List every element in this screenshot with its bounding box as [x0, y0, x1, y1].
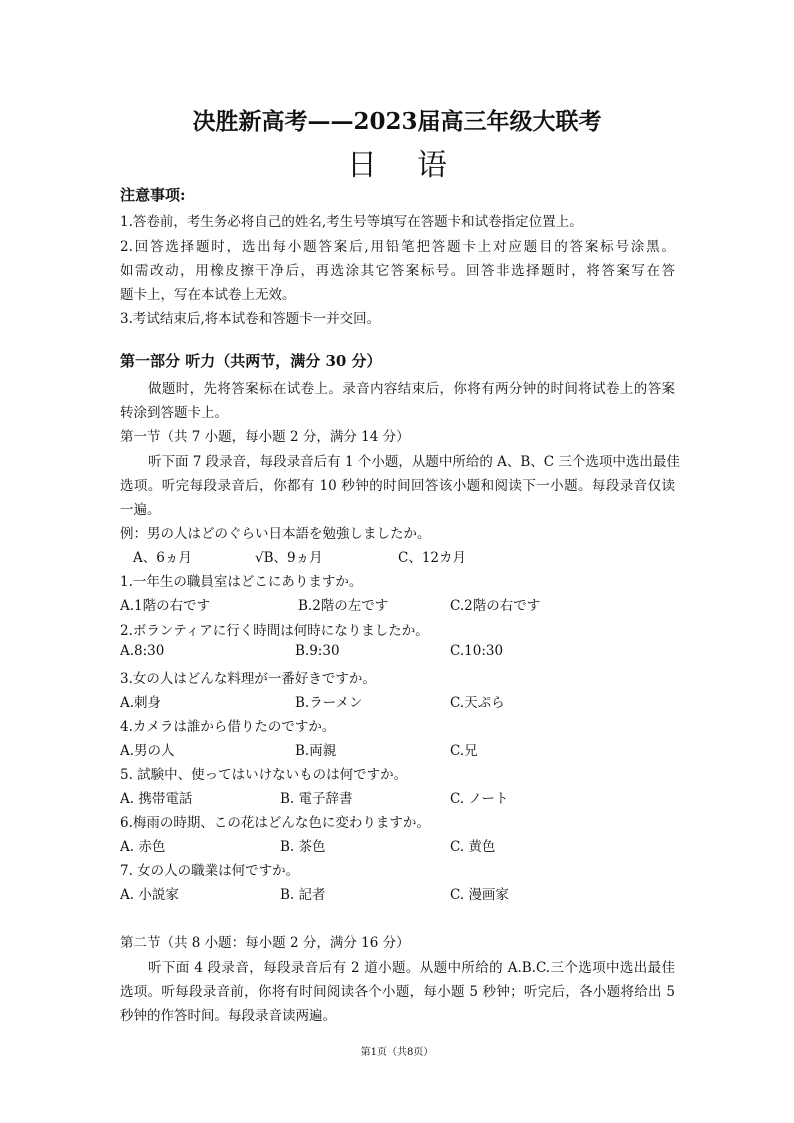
q4-option-b: B.両親 — [295, 743, 337, 759]
exam-title: 决胜新高考——2023届高三年级大联考 — [192, 108, 602, 135]
notice-line: 2.回答选择题时，选出每小题答案后,用铅笔把答题卡上对应题目的答案标号涂黑。 — [120, 239, 675, 255]
q1-option-a: A.1階の右です — [120, 598, 211, 614]
question-5: 5. 試験中、使ってはいけないものは何ですか。 — [120, 767, 408, 783]
part1-intro-line: 转涂到答题卡上。 — [120, 405, 228, 421]
question-4: 4.カメラは誰から借りたのですか。 — [120, 719, 336, 735]
q3-option-b: B.ラーメン — [295, 695, 363, 711]
notice-line: 3.考试结束后,将本试卷和答题卡一并交回。 — [120, 311, 381, 327]
page-number: 第1页（共8页） — [360, 1047, 434, 1058]
subject-title: 日语 — [347, 148, 487, 183]
notice-line: 如需改动，用橡皮擦干净后，再选涂其它答案标号。回答非选择题时，将答案写在答 — [120, 263, 675, 279]
q7-option-b: B. 記者 — [280, 887, 326, 903]
question-7: 7. 女の人の職業は何ですか。 — [120, 863, 300, 879]
q5-option-c: C. ノート — [450, 791, 509, 807]
q3-option-a: A.刺身 — [120, 695, 162, 711]
q1-option-c: C.2階の右です — [450, 598, 541, 614]
q5-option-a: A. 携帯電話 — [120, 791, 193, 807]
part1-heading: 第一部分 听力（共两节，满分 30 分） — [120, 352, 382, 370]
section2-instruction: 选项。听每段录音前，你将有时间阅读各个小题，每小题 5 秒钟；听完后，各小题将给出 5 — [120, 984, 675, 1000]
example-question: 例：男の人はどのぐらい日本語を勉強しましたか。 — [120, 526, 431, 542]
notice-line: 题卡上，写在本试卷上无效。 — [120, 287, 296, 303]
notice-heading: 注意事项: — [120, 186, 186, 204]
q2-option-b: B.9:30 — [295, 643, 340, 659]
q6-option-c: C. 黄色 — [450, 839, 496, 855]
question-6: 6.梅雨の時期、この花はどんな色に変わりますか。 — [120, 815, 430, 831]
section1-instruction: 选项。听完每段录音后，你都有 10 秒钟的时间回答该小题和阅读下一小题。每段录音仅读 — [120, 478, 675, 494]
example-option-c: C、12カ月 — [398, 550, 467, 566]
section2-instruction: 秒钟的作答时间。每段录音读两遍。 — [120, 1008, 336, 1024]
question-1: 1.一年生の職員室はどこにありますか。 — [120, 574, 363, 590]
q1-option-b: B.2階の左です — [298, 598, 389, 614]
q7-option-c: C. 漫画家 — [450, 887, 509, 903]
q6-option-b: B. 茶色 — [280, 839, 326, 855]
q4-option-c: C.兄 — [450, 743, 478, 759]
q5-option-b: B. 電子辞書 — [280, 791, 353, 807]
q3-option-c: C.天ぷら — [450, 695, 505, 711]
question-3: 3.女の人はどんな料理が一番好きですか。 — [120, 671, 376, 687]
q4-option-a: A.男の人 — [120, 743, 175, 759]
notice-line: 1.答卷前，考生务必将自己的姓名,考生号等填写在答题卡和试卷指定位置上。 — [120, 214, 583, 230]
q7-option-a: A. 小説家 — [120, 887, 179, 903]
question-2: 2.ボランティアに行く時間は何時になりましたか。 — [120, 623, 429, 639]
part1-intro-line: 做题时，先将答案标在试卷上。录音内容结束后，你将有两分钟的时间将试卷上的答案 — [148, 381, 675, 397]
example-option-b: √B、9ヵ月 — [255, 550, 323, 566]
section1-instruction: 一遍。 — [120, 502, 161, 518]
section2-instruction: 听下面 4 段录音，每段录音后有 2 道小题。从题中所给的 A.B.C.三个选项中选出最佳 — [148, 960, 675, 976]
q6-option-a: A. 赤色 — [120, 839, 166, 855]
q2-option-c: C.10:30 — [450, 643, 504, 659]
section1-heading: 第一节（共 7 小题，每小题 2 分，满分 14 分） — [120, 429, 410, 445]
q2-option-a: A.8:30 — [120, 643, 165, 659]
section1-instruction: 听下面 7 段录音，每段录音后有 1 个小题，从题中所给的 A、B、C 三个选项中选出最佳 — [148, 454, 680, 470]
section2-heading: 第二节（共 8 小题：每小题 2 分，满分 16 分） — [120, 935, 410, 951]
example-option-a: A、6ヵ月 — [133, 550, 192, 566]
